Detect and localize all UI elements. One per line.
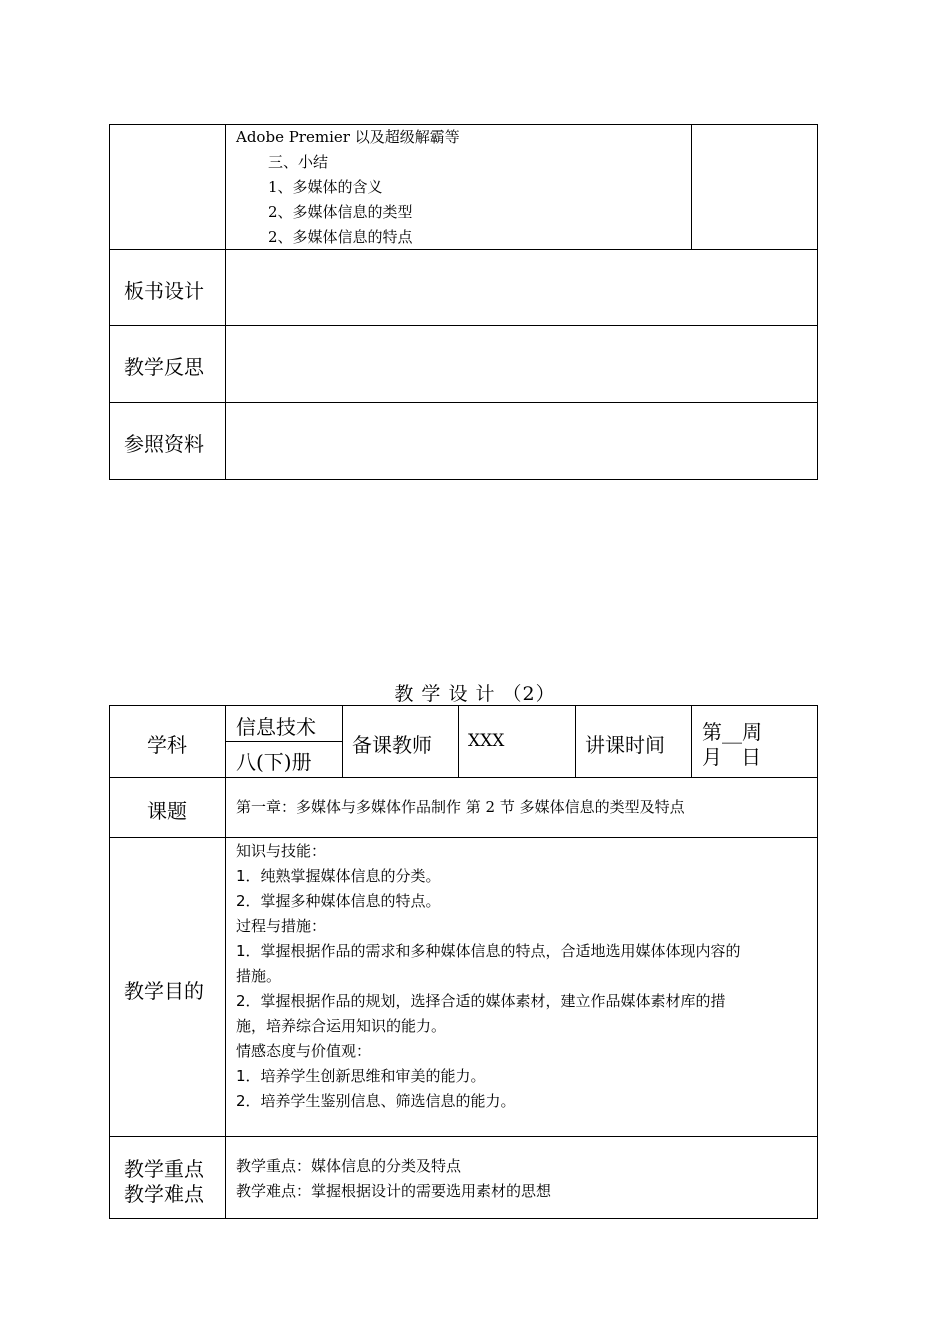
goal-line: 过程与措施：: [236, 917, 327, 935]
difficulty-heading: 教学难点: [236, 1182, 297, 1200]
key-point-heading: 教学重点: [236, 1157, 297, 1175]
goal-line: 1．掌握根据作品的需求和多种媒体信息的特点，合适地选用媒体体现内容的: [236, 942, 741, 960]
reference-material-label: 参照资料: [124, 432, 204, 456]
key-points-label: 教学重点: [124, 1157, 204, 1181]
teacher-value: XXX: [468, 731, 505, 751]
teacher-label: 备课教师: [352, 733, 432, 757]
continuation-line: 2、多媒体信息的特点: [268, 228, 413, 246]
difficulty-line: [236, 1179, 551, 1204]
teaching-reflection-label: 教学反思: [124, 355, 204, 379]
topic-label: 课题: [147, 799, 187, 823]
goal-line: 情感态度与价值观：: [236, 1042, 372, 1060]
teaching-goal-label: 教学目的: [124, 979, 204, 1003]
difficulty-label: 教学难点: [124, 1182, 204, 1206]
lecture-time-label: 讲课时间: [585, 733, 665, 757]
key-point-text: ：媒体信息的分类及特点: [296, 1157, 462, 1175]
goal-line: 措施。: [236, 967, 282, 985]
continuation-line: 2、多媒体信息的类型: [268, 203, 413, 221]
key-point-line: [236, 1154, 461, 1179]
page-title: 教 学 设 计 （2）: [394, 683, 556, 705]
goal-line: 2．掌握多种媒体信息的特点。: [236, 892, 441, 910]
subject-label: 学科: [147, 733, 187, 757]
continuation-line: Adobe Premier 以及超级解霸等: [236, 128, 460, 146]
goal-line: 施，培养综合运用知识的能力。: [236, 1017, 447, 1035]
continuation-line: 1、多媒体的含义: [268, 178, 383, 196]
week-line: 第__周: [702, 720, 762, 744]
month-day-line: 月 日: [702, 745, 762, 769]
goal-line: 2．培养学生鉴别信息、筛选信息的能力。: [236, 1092, 516, 1110]
goal-line: 1．纯熟掌握媒体信息的分类。: [236, 867, 441, 885]
difficulty-text: ：掌握根据设计的需要选用素材的思想: [296, 1182, 552, 1200]
goal-line: 知识与技能：: [236, 842, 327, 860]
goal-line: 2．掌握根据作品的规划，选择合适的媒体素材，建立作品媒体素材库的措: [236, 992, 726, 1010]
topic-value: 第一章：多媒体与多媒体作品制作 第 2 节 多媒体信息的类型及特点: [236, 798, 685, 816]
goal-line: 1．培养学生创新思维和审美的能力。: [236, 1067, 486, 1085]
subject-value: 信息技术: [236, 715, 316, 739]
continuation-line: 三、小结: [268, 153, 329, 171]
board-design-label: 板书设计: [124, 279, 204, 303]
grade-value: 八(下)册: [236, 750, 312, 774]
